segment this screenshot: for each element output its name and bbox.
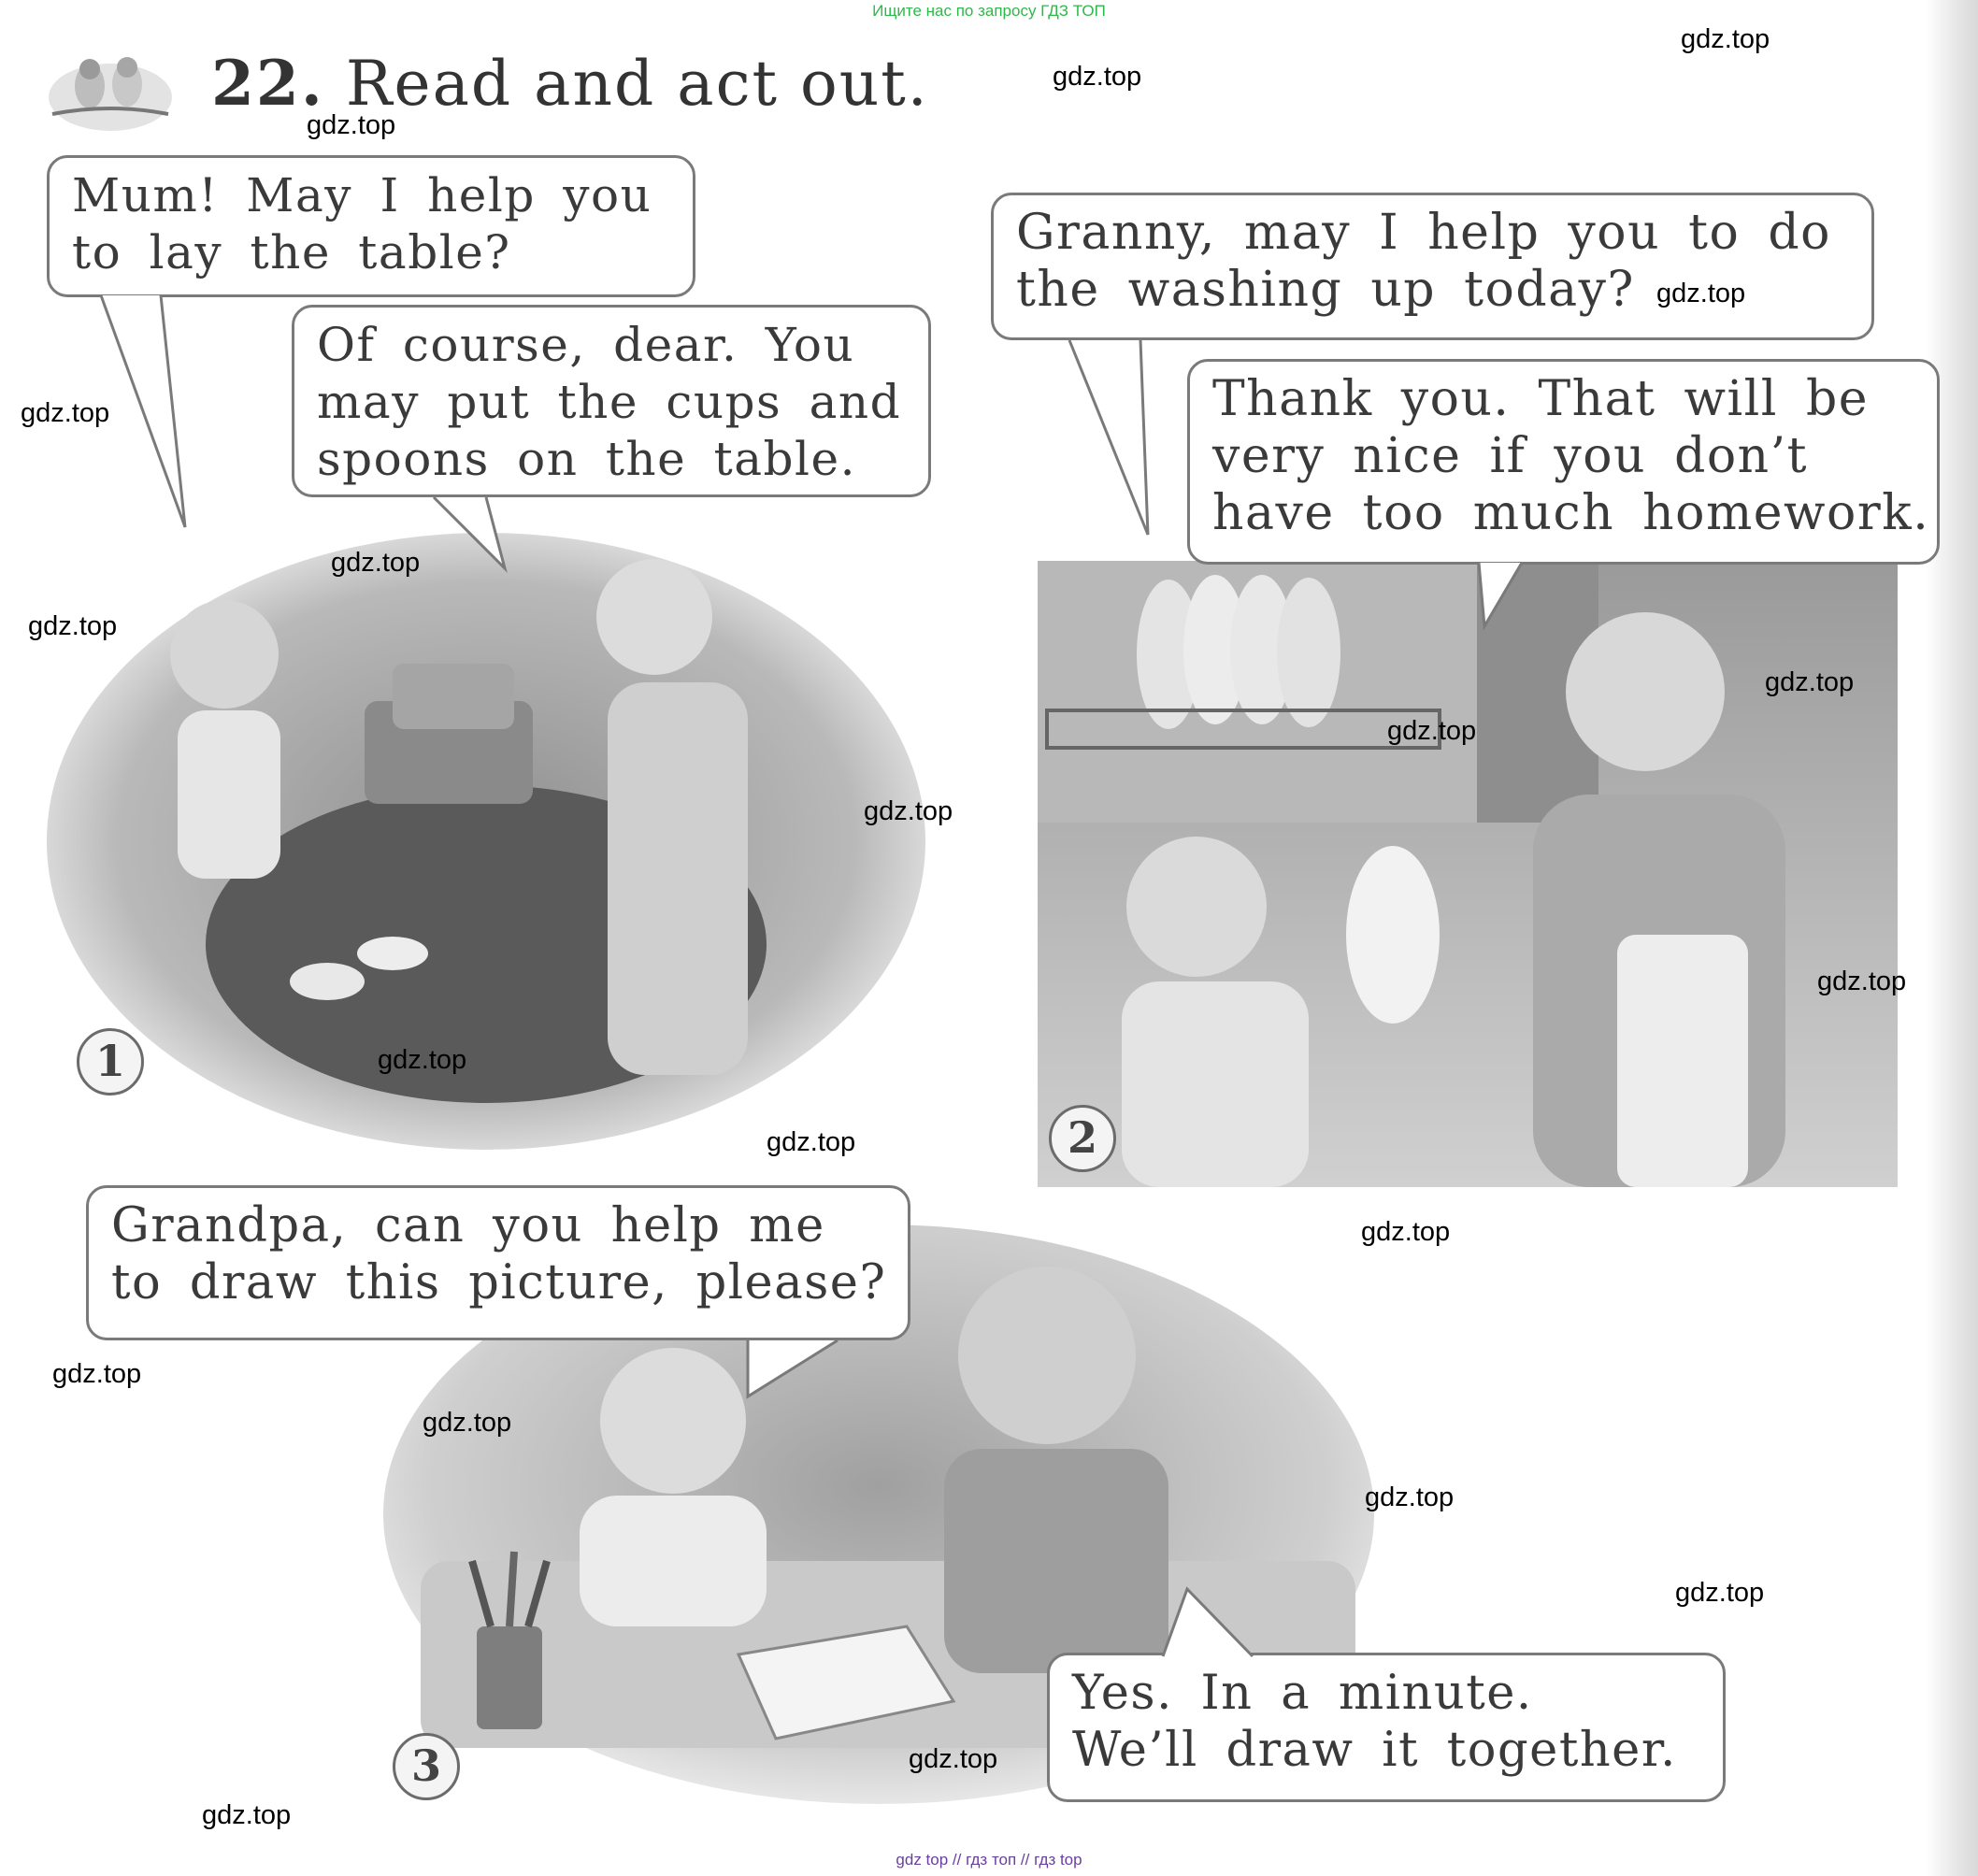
panel-number-3: 3 bbox=[393, 1733, 460, 1800]
watermark: gdz.top bbox=[1765, 667, 1855, 697]
watermark: gdz.top bbox=[378, 1045, 467, 1075]
bubble-line: Granny, may I help you to do bbox=[1016, 205, 1831, 261]
bubble-tail bbox=[1475, 559, 1531, 634]
watermark: gdz.top bbox=[864, 796, 953, 826]
top-note: Ищите нас по запросу ГДЗ ТОП bbox=[872, 2, 1106, 20]
watermark: gdz.top bbox=[52, 1359, 142, 1389]
speech-bubble-granny bbox=[1187, 359, 1940, 565]
bubble-line: spoons on the table. bbox=[317, 432, 856, 486]
watermark: gdz.top bbox=[423, 1408, 512, 1438]
bubble-line: Mum! May I help you bbox=[72, 168, 652, 222]
watermark: gdz.top bbox=[1387, 716, 1477, 746]
bubble-tail bbox=[1159, 1585, 1262, 1660]
speech-bubble-boy bbox=[991, 193, 1874, 340]
bubble-tail bbox=[1066, 337, 1159, 542]
bubble-line: have too much homework. bbox=[1212, 485, 1930, 541]
bubble-line: We’ll draw it together. bbox=[1072, 1723, 1677, 1778]
watermark: gdz.top bbox=[1675, 1578, 1765, 1608]
watermark: gdz.top bbox=[28, 611, 118, 641]
bubble-line: to draw this picture, please? bbox=[111, 1255, 887, 1310]
illustration-boy-and-granny bbox=[1038, 542, 1898, 1187]
watermark: gdz.top bbox=[909, 1744, 998, 1774]
speech-bubble-boy-3 bbox=[86, 1185, 910, 1340]
watermark: gdz.top bbox=[767, 1127, 856, 1157]
watermark: gdz.top bbox=[202, 1800, 292, 1830]
exercise-number: 22. bbox=[211, 47, 324, 120]
bubble-line: the washing up today? bbox=[1016, 262, 1635, 318]
watermark: gdz.top bbox=[1681, 24, 1770, 54]
bubble-line: Of course, dear. You bbox=[317, 318, 855, 372]
watermark: gdz.top bbox=[1053, 62, 1142, 92]
panel-number-1: 1 bbox=[77, 1028, 144, 1096]
bubble-tail bbox=[744, 1337, 847, 1402]
watermark: gdz.top bbox=[331, 548, 421, 578]
watermark: gdz.top bbox=[1365, 1482, 1455, 1512]
page-edge-shadow bbox=[1926, 0, 1978, 1876]
exercise-title: Read and act out. bbox=[345, 48, 929, 120]
bubble-line: may put the cups and bbox=[317, 375, 902, 429]
speech-bubble-mum bbox=[292, 305, 931, 497]
panel-number-2: 2 bbox=[1049, 1105, 1116, 1172]
bottom-note: gdz top // гдз топ // гдз top bbox=[896, 1851, 1082, 1869]
speech-bubble-grandpa bbox=[1047, 1653, 1726, 1802]
exercise-heading bbox=[211, 47, 929, 120]
parrots-icon bbox=[45, 41, 176, 135]
bubble-tail bbox=[93, 292, 206, 535]
watermark: gdz.top bbox=[1656, 279, 1746, 308]
bubble-tail bbox=[430, 494, 523, 578]
watermark: gdz.top bbox=[1817, 967, 1907, 996]
speech-bubble-girl-1 bbox=[47, 155, 695, 297]
bubble-line: very nice if you don’t bbox=[1212, 428, 1809, 484]
watermark: gdz.top bbox=[307, 110, 396, 140]
watermark: gdz.top bbox=[1361, 1217, 1451, 1247]
bubble-line: to lay the table? bbox=[72, 225, 511, 279]
bubble-line: Thank you. That will be bbox=[1212, 371, 1870, 427]
illustration-mum-and-girl bbox=[47, 505, 925, 1159]
bubble-line: Yes. In a minute. bbox=[1072, 1666, 1533, 1721]
bubble-line: Grandpa, can you help me bbox=[111, 1198, 825, 1253]
watermark: gdz.top bbox=[21, 398, 110, 428]
